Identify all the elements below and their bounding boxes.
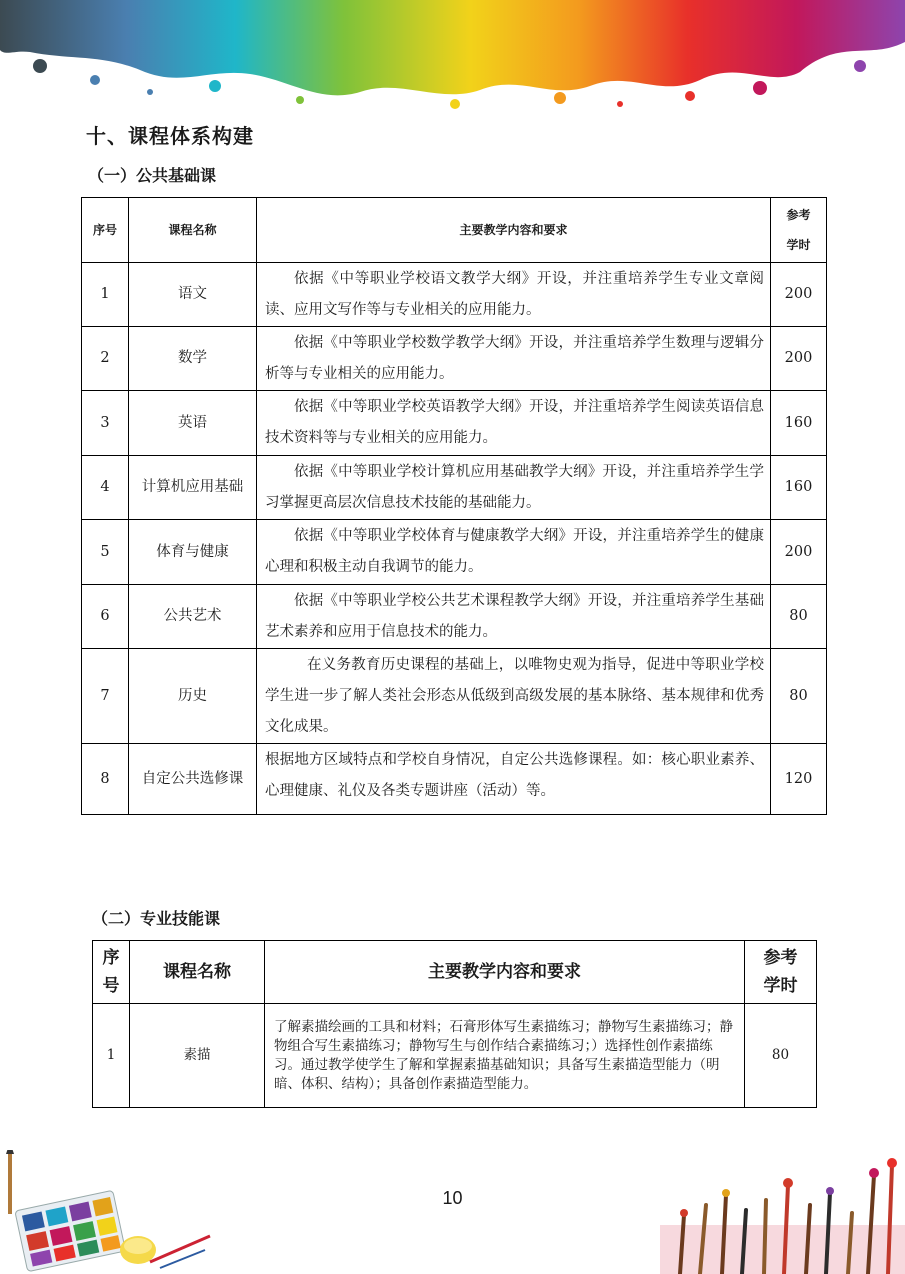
header-content: 主要教学内容和要求 <box>265 941 745 1004</box>
row-no: 6 <box>82 585 129 649</box>
row-content: 了解素描绘画的工具和材料；石膏形体写生素描练习；静物写生素描练习；静物组合写生素描练习；静物写生与创作结合素描练习；）选择性创作素描练习。通过教学使学生了解和掌握素描基础知识；具备写生素描造型能力（明暗、体积、结构）；具备创作素描造型能力。 <box>265 1004 745 1108</box>
row-course-name: 素描 <box>130 1004 265 1108</box>
row-course-name: 体育与健康 <box>129 520 257 585</box>
table-header-row <box>82 198 827 263</box>
public-courses-title: （一）公共基础课 <box>88 166 217 185</box>
page-number: 10 <box>442 1188 463 1208</box>
row-course-name: 数学 <box>129 327 257 391</box>
row-hours: 200 <box>771 327 827 391</box>
row-hours: 120 <box>771 744 827 815</box>
header-content: 主要教学内容和要求 <box>257 198 771 263</box>
section-heading: 十、课程体系构建 <box>86 124 254 148</box>
header-no: 序号 <box>82 198 129 263</box>
row-hours: 80 <box>745 1004 817 1108</box>
table-header-row <box>93 941 817 1004</box>
row-no: 2 <box>82 327 129 391</box>
table-row <box>82 456 827 520</box>
row-no: 8 <box>82 744 129 815</box>
row-course-name: 语文 <box>129 263 257 327</box>
paint-brushes-icon <box>660 1155 905 1274</box>
row-content: 依据《中等职业学校计算机应用基础教学大纲》开设，并注重培养学生学习掌握更高层次信息技术技能的基础能力。 <box>257 456 771 520</box>
table-row <box>82 263 827 327</box>
table-row <box>82 649 827 744</box>
row-no: 3 <box>82 391 129 456</box>
table-row <box>82 744 827 815</box>
row-content: 依据《中等职业学校公共艺术课程教学大纲》开设，并注重培养学生基础艺术素养和应用于信息技术的能力。 <box>257 585 771 649</box>
row-no: 1 <box>82 263 129 327</box>
row-hours: 80 <box>771 649 827 744</box>
row-content: 依据《中等职业学校数学教学大纲》开设，并注重培养学生数理与逻辑分析等与专业相关的应用能力。 <box>257 327 771 391</box>
row-no: 5 <box>82 520 129 585</box>
table-row <box>82 391 827 456</box>
row-course-name: 历史 <box>129 649 257 744</box>
skill-courses-title: （二）专业技能课 <box>92 909 221 928</box>
row-course-name: 英语 <box>129 391 257 456</box>
row-content: 依据《中等职业学校语文教学大纲》开设，并注重培养学生专业文章阅读、应用文写作等与专业相关的应用能力。 <box>257 263 771 327</box>
table-row <box>93 1004 817 1108</box>
row-content: 在义务教育历史课程的基础上，以唯物史观为指导，促进中等职业学校学生进一步了解人类社会形态从低级到高级发展的基本脉络、基本规律和优秀文化成果。 <box>257 649 771 744</box>
public-courses-table <box>81 197 827 815</box>
row-no: 7 <box>82 649 129 744</box>
row-course-name: 计算机应用基础 <box>129 456 257 520</box>
header-no: 序 号 <box>93 941 130 1004</box>
row-hours: 160 <box>771 391 827 456</box>
row-content: 根据地方区域特点和学校自身情况，自定公共选修课程。如：核心职业素养、心理健康、礼仪及各类专题讲座（活动）等。 <box>257 744 771 815</box>
header-course-name: 课程名称 <box>129 198 257 263</box>
row-hours: 200 <box>771 520 827 585</box>
row-content: 依据《中等职业学校英语教学大纲》开设，并注重培养学生阅读英语信息技术资料等与专业相关的应用能力。 <box>257 391 771 456</box>
table-row <box>82 585 827 649</box>
skill-courses-table <box>92 940 817 1108</box>
header-course-name: 课程名称 <box>130 941 265 1004</box>
row-course-name: 公共艺术 <box>129 585 257 649</box>
row-content: 依据《中等职业学校体育与健康教学大纲》开设，并注重培养学生的健康心理和积极主动自我调节的能力。 <box>257 520 771 585</box>
row-hours: 80 <box>771 585 827 649</box>
paint-palette-icon <box>0 1150 220 1274</box>
paint-splash-banner <box>0 0 905 110</box>
table-row <box>82 520 827 585</box>
row-course-name: 自定公共选修课 <box>129 744 257 815</box>
row-hours: 200 <box>771 263 827 327</box>
header-hours: 参考 学时 <box>771 198 827 263</box>
header-hours: 参考 学时 <box>745 941 817 1004</box>
row-no: 1 <box>93 1004 130 1108</box>
row-no: 4 <box>82 456 129 520</box>
table-row <box>82 327 827 391</box>
row-hours: 160 <box>771 456 827 520</box>
